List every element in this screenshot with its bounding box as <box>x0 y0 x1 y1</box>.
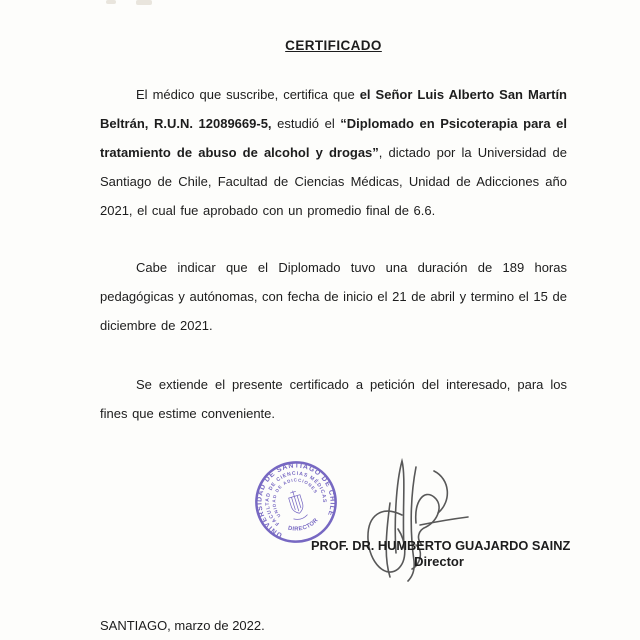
stamp-outer-text: UNIVERSIDAD DE SANTIAGO DE CHILE <box>256 462 336 539</box>
place-and-date: SANTIAGO, marzo de 2022. <box>100 618 265 633</box>
p1-program-name: “Diplomado en Psicoterapia para el tratamiento de abuso de alcohol y drogas” <box>100 116 567 160</box>
stamp-middle-text: FACULTAD DE CIENCIAS MÉDICAS <box>264 470 328 527</box>
stamp-director-text: DIRECTOR <box>287 517 320 533</box>
paragraph-duration: Cabe indicar que el Diplomado tuvo una duración de 189 horas pedagógicas y autónomas, con fecha de inicio el 21 de abril y termino el 15 de diciembre de 2021. <box>100 260 567 333</box>
letterhead-crop-mark <box>106 0 116 4</box>
certificate-title: CERTIFICADO <box>285 38 382 53</box>
paragraph-certification <box>100 80 567 225</box>
p1-lead-text: El médico que suscribe, certifica que <box>136 87 360 102</box>
signatory-role: Director <box>414 554 464 569</box>
stamp-inner-text: UNIDAD DE ADICCIONES <box>271 477 319 519</box>
p1-recipient-name: el Señor Luis Alberto San Martín Beltrán, R.U.N. 12089669-5, <box>100 87 568 131</box>
paragraph-issuance: Se extiende el presente certificado a petición del interesado, para los fines que estime conveniente. <box>100 377 567 421</box>
signatory-name: PROF. DR. HUMBERTO GUAJARDO SAINZ <box>311 538 571 553</box>
p1-tail-text: , dictado por la Universidad de Santiago de Chile, Facultad de Ciencias Médicas, Unidad de Adicciones año 2021, el cual fue aprobado con un promedio final de 6.6. <box>100 145 567 218</box>
stamp-university-crest-icon <box>286 489 309 521</box>
letterhead-crop-mark <box>136 0 152 5</box>
p1-mid-text: estudió el <box>271 116 341 131</box>
